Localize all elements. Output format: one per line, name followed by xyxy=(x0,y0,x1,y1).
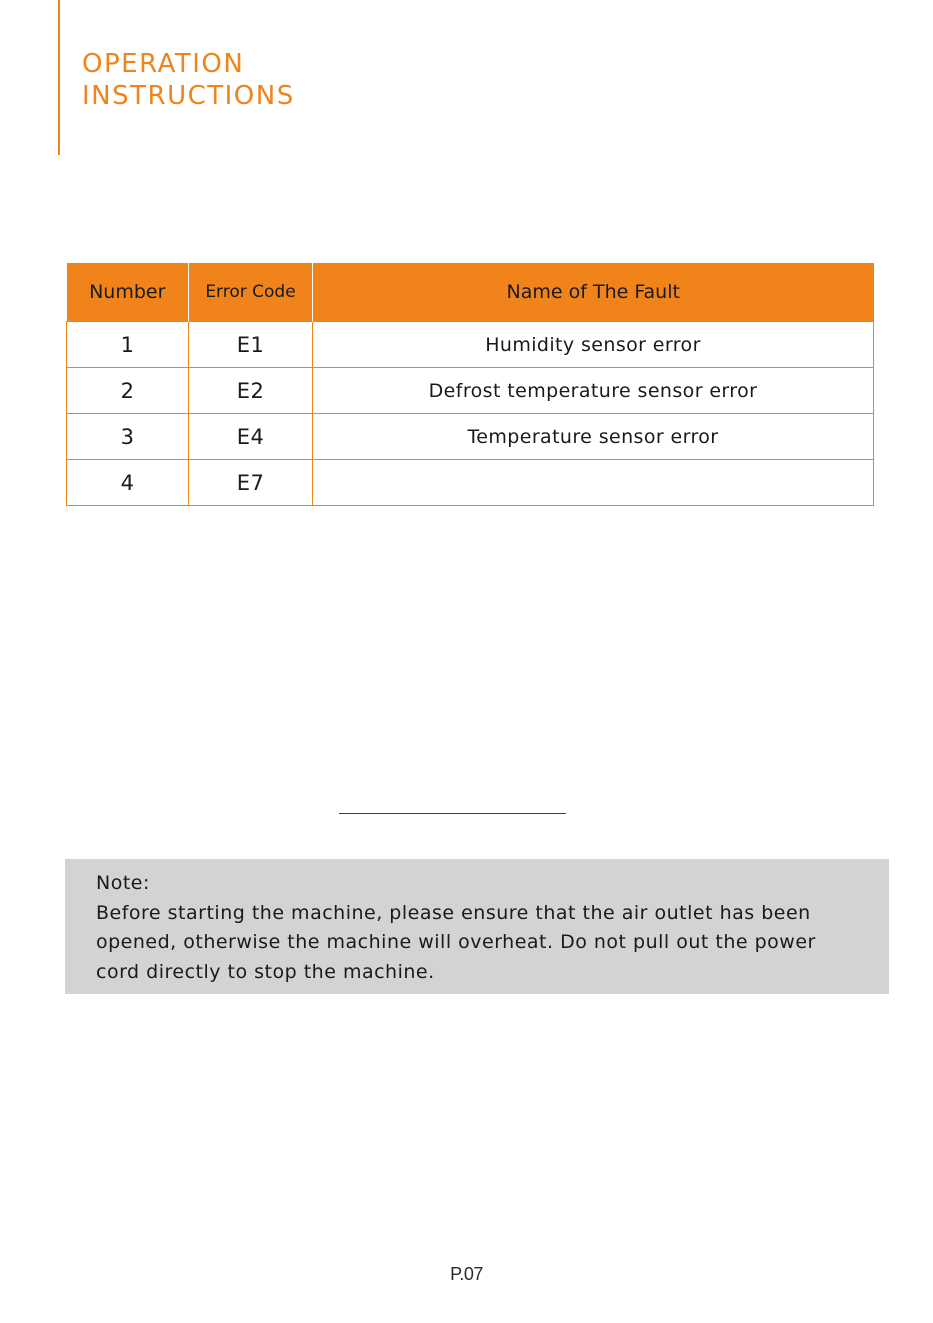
cell-fault-name xyxy=(313,460,874,506)
column-header-number: Number xyxy=(67,263,189,322)
cell-fault-name: Temperature sensor error xyxy=(313,414,874,460)
note-title: Note: xyxy=(96,872,150,894)
cell-error-code: E2 xyxy=(189,368,313,414)
column-header-fault-name: Name of The Fault xyxy=(313,263,874,322)
note-box xyxy=(65,859,889,994)
cell-number: 2 xyxy=(67,368,189,414)
page-title xyxy=(82,48,295,112)
cell-error-code: E1 xyxy=(189,322,313,368)
table-row xyxy=(67,414,874,460)
table-row xyxy=(67,368,874,414)
table-header-row xyxy=(67,263,874,322)
cell-fault-name: Humidity sensor error xyxy=(313,322,874,368)
page-number: P.07 xyxy=(450,1264,483,1284)
fault-code-table xyxy=(66,263,874,506)
note-body: Before starting the machine, please ensure that the air outlet has been opened, otherwise the machine will overheat. Do not pull out the power cord directly to stop the machine. xyxy=(96,901,816,983)
accent-side-rule xyxy=(58,0,60,155)
cell-error-code: E7 xyxy=(189,460,313,506)
table-row xyxy=(67,322,874,368)
cell-number: 4 xyxy=(67,460,189,506)
page-title-line-2: INSTRUCTIONS xyxy=(82,81,295,111)
cell-error-code: E4 xyxy=(189,414,313,460)
column-header-error-code: Error Code xyxy=(189,263,313,322)
table-row xyxy=(67,460,874,506)
cell-number: 3 xyxy=(67,414,189,460)
cell-number: 1 xyxy=(67,322,189,368)
underline-divider xyxy=(339,813,566,814)
cell-fault-name: Defrost temperature sensor error xyxy=(313,368,874,414)
fault-table-body xyxy=(67,322,874,506)
page-title-line-1: OPERATION xyxy=(82,49,245,79)
fault-table-header xyxy=(67,263,874,322)
